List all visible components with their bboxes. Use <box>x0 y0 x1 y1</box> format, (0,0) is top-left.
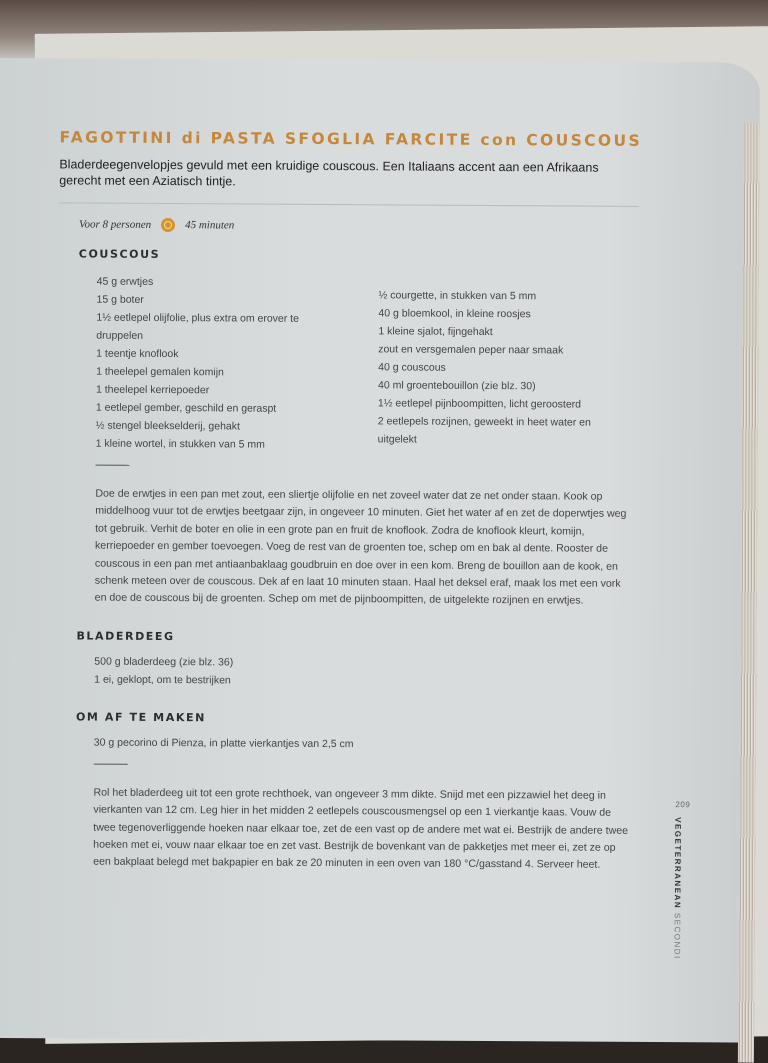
prep-time: 45 minuten <box>185 219 235 232</box>
ingredient: 1 teentje knoflook <box>96 347 179 361</box>
ingredient: 1½ eetlepel pijnboompitten, licht geroosterd <box>377 397 582 411</box>
ingredient: 1 theelepel gemalen komijn <box>96 365 224 379</box>
afmaken-ingredients <box>94 733 646 754</box>
ingredient: zout en versgemalen peper naar smaak <box>378 343 564 357</box>
couscous-ingredients <box>96 273 649 456</box>
ingredient: 1½ eetlepel olijfolie, plus extra om erover te druppelen <box>96 311 299 342</box>
recipe-title: FAGOTTINI di PASTA SFOGLIA FARCITE con COUSCOUS <box>59 128 643 150</box>
ingredient: 40 g couscous <box>378 361 446 374</box>
short-divider <box>96 465 130 466</box>
page-number: 209 <box>675 800 691 810</box>
bladerdeeg-ingredients <box>94 652 646 691</box>
ingredient: ½ courgette, in stukken van 5 mm <box>378 289 537 303</box>
recipe-content <box>55 128 650 874</box>
afmaken-heading: OM AF TE MAKEN <box>75 710 206 725</box>
bladerdeeg-heading: BLADERDEEG <box>76 629 175 643</box>
subsection-name: SECONDI <box>672 912 682 960</box>
ingredient: 1 kleine sjalot, fijngehakt <box>378 325 493 339</box>
servings: Voor 8 personen <box>78 218 152 231</box>
ingredient: 15 g boter <box>96 293 144 306</box>
couscous-method: Doe de erwtjes in een pan met zout, een sliertje olijfolie en net zoveel water dat ze net onder staan. Kook op middelhoog vuur tot de erwtjes beetgaar zijn, in ongeveer 10 minuten. Giet het water af en zet de doperwtjes weg tot gebruik. Verhit de boter en olie in een grote pan en fruit de knoflook. Zodra de knoflook kleurt, komijn, kerriepoeder en gember toevoegen. Voeg de rest van de groenten toe, schep om en bak al dente. Rooster de couscous in een pan met antiaanbaklaag goudbruin en doe over in een kom. Breng de bouillon aan de kook, en schenk meteen over de couscous. Dek af en laat 10 minuten staan. Haal het deksel eraf, maak los met een vork en doe de couscous bij de groenten. Schep om met de pijnboompitten, de uitgelekte rozijnen en erwtjes. <box>94 487 627 608</box>
ingredient: 500 g bladerdeeg (zie blz. 36) <box>94 655 234 669</box>
couscous-heading: COUSCOUS <box>78 247 161 261</box>
recipe-meta <box>79 217 649 234</box>
afmaken-method: Rol het bladerdeeg uit tot een grote rechthoek, van ongeveer 3 mm dikte. Snijd met een pizzawiel het deeg in vierkanten van 12 cm. Leg hier in het midden 2 eetlepels couscousmengsel op een 1 vierkantje kaas. Vouw de twee tegenoverliggende hoeken naar elkaar toe, zet de een vast op de andere met wat ei. Bestrijk de andere twee hoeken met ei, vouw naar elkaar toe en zet vast. Bestrijk de bovenkant van de pakketjes met meer ei, zet ze op een bakplaat belegd met bakpapier en bak ze 20 minuten in een oven van 180 °C/gasstand 4. Serveer heet. <box>93 786 629 872</box>
ingredient: 30 g pecorino di Pienza, in platte vierkantjes van 2,5 cm <box>93 736 354 751</box>
ingredient: 2 eetlepels rozijnen, geweekt in heet water en uitgelekt <box>377 415 591 446</box>
section-label <box>673 817 683 960</box>
clock-icon <box>161 218 175 232</box>
ingredient: 1 eetlepel gember, geschild en geraspt <box>95 401 277 415</box>
ingredient: ½ stengel bleekselderij, gehakt <box>95 419 240 433</box>
section-name: VEGETERRANEAN <box>672 817 683 910</box>
ingredient: 40 ml groentebouillon (zie blz. 30) <box>377 379 536 393</box>
ingredient: 40 g bloemkool, in kleine roosjes <box>378 307 531 321</box>
recipe-subtitle: Bladerdeegenvelopjes gevuld met een kruidige couscous. Een Italiaans accent aan een Afrikaans gerecht met een Aziatisch tintje. <box>59 157 599 189</box>
short-divider <box>94 763 128 764</box>
divider <box>59 202 639 207</box>
ingredient: 1 theelepel kerriepoeder <box>95 383 210 397</box>
book-page <box>0 58 760 1043</box>
ingredient: 1 ei, geklopt, om te bestrijken <box>94 673 231 687</box>
ingredient-column-2 <box>378 274 619 455</box>
ingredient: 1 kleine wortel, in stukken van 5 mm <box>95 437 265 451</box>
page-sidebar <box>673 800 692 960</box>
ingredient-column-1 <box>96 273 379 455</box>
ingredient: 45 g erwtjes <box>96 275 154 288</box>
